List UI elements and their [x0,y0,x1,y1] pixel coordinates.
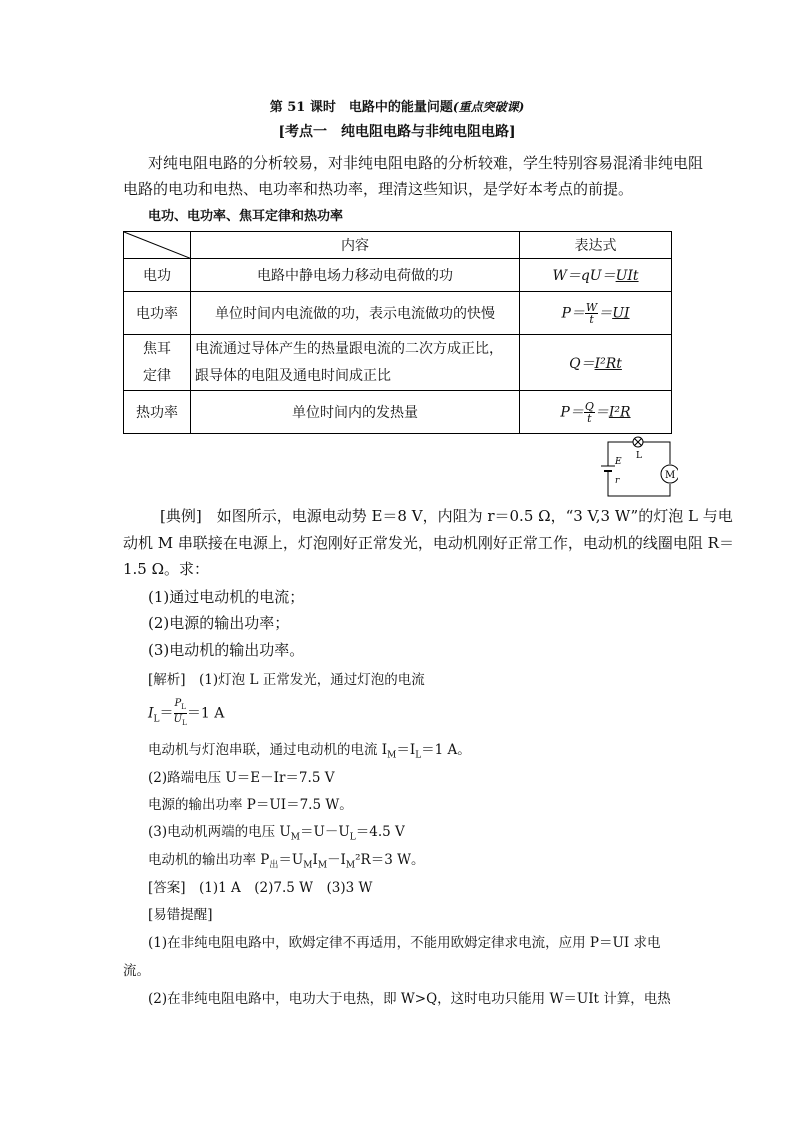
fraction: $\frac{Q}{t}$ [584,399,594,425]
row-content: 单位时间内的发热量 [191,391,520,434]
row-name: 热功率 [124,391,191,434]
page-title [0,96,794,115]
table-row [124,391,672,434]
row-name: 焦耳 定律 [124,335,191,391]
emf-label: E [615,457,622,467]
row-content: 电路中静电场力移动电荷做的功 [191,259,520,292]
intro-line-1: 对纯电阻电路的分析较易，对非纯电阻电路的分析较难，学生特别容易混淆非纯电阻 [148,154,704,172]
row-name: 电功 [124,259,191,292]
diagonal-cell [124,232,191,259]
question-1: (1)通过电动机的电流； [148,588,305,606]
answer: [答案] (1)1 A (2)7.5 W (3)3 W [148,880,373,896]
row-expression: P＝ $\frac{W}{t}$ ＝UI [520,292,672,335]
diagonal-line-icon [124,232,192,259]
example-line-3: 1.5 Ω。求： [123,560,210,578]
row-expression: Q＝I²Rt [520,335,672,391]
table-row [124,292,672,335]
formula-table [123,231,672,434]
fraction: $\frac{W}{t}$ [585,300,598,326]
title-main: 第 51 课时 电路中的能量问题 [269,100,453,115]
section-heading: [考点一 纯电阻电路与非纯电阻电路] [278,124,516,140]
header-content: 内容 [191,232,520,259]
solution-formula: $I_L=$ $\frac{P_L}{U_L}$ ＝1 A [148,698,225,727]
example-line-1: [典例] 如图所示，电源电动势 E＝8 V，内阻为 r＝0.5 Ω，“3 V,3 W”的灯泡 L 与电 [160,507,733,525]
lamp-label: L [636,451,642,461]
motor-label: M [665,470,676,481]
tip-2-line-1: (2)在非纯电阻电路中，电功大于电热，即 W>Q，这时电功只能用 W＝UIt 计算，电热 [148,991,671,1007]
solution-line-3: (2)路端电压 U＝E－Ir＝7.5 V [148,770,335,786]
table-row [124,259,672,292]
intro-line-2: 电路的电功和电热、电功率和热功率，理清这些知识，是学好本考点的前提。 [123,180,634,198]
fraction: $\frac{P_L}{U_L}$ [173,698,187,727]
table-title: 电功、电功率、焦耳定律和热功率 [148,209,344,224]
tip-1-line-1: (1)在非纯电阻电路中，欧姆定律不再适用，不能用欧姆定律求电流，应用 P＝UI 求电 [148,935,661,951]
solution-line-5: (3)电动机两端的电压 $U_M=U-U_L=4.5$ V [148,824,405,843]
row-expression: P＝ $\frac{Q}{t}$ ＝I²R [520,391,672,434]
question-3: (3)电动机的输出功率。 [148,641,305,659]
circuit-diagram [598,436,678,502]
question-2: (2)电源的输出功率； [148,614,290,632]
row-content: 单位时间内电流做的功，表示电流做功的快慢 [191,292,520,335]
example-line-2: 动机 M 串联接在电源上，灯泡刚好正常发光，电动机刚好正常工作，电动机的线圈电阻 R＝ [123,534,734,552]
title-sub: (重点突破课) [452,100,525,114]
row-content: 电流通过导体产生的热量跟电流的二次方成正比， 跟导体的电阻及通电时间成正比 [191,335,520,391]
solution-line-1: [解析] (1)灯泡 L 正常发光，通过灯泡的电流 [148,672,425,688]
solution-line-2: 电动机与灯泡串联，通过电动机的电流 $I_M=I_L=1$ A。 [148,742,471,761]
solution-line-6: 电动机的输出功率 $P_出=U_MI_M-I_M^2R=3$ W。 [148,852,425,871]
table-row [124,335,672,391]
row-name: 电功率 [124,292,191,335]
tip-1-line-2: 流。 [123,963,150,979]
tips-heading: [易错提醒] [148,907,213,923]
header-expression: 表达式 [520,232,672,259]
row-expression: W＝qU＝UIt [520,259,672,292]
solution-line-4: 电源的输出功率 P＝UI＝7.5 W。 [148,797,353,813]
r-label: r [615,476,620,486]
table-header-row [124,232,672,259]
